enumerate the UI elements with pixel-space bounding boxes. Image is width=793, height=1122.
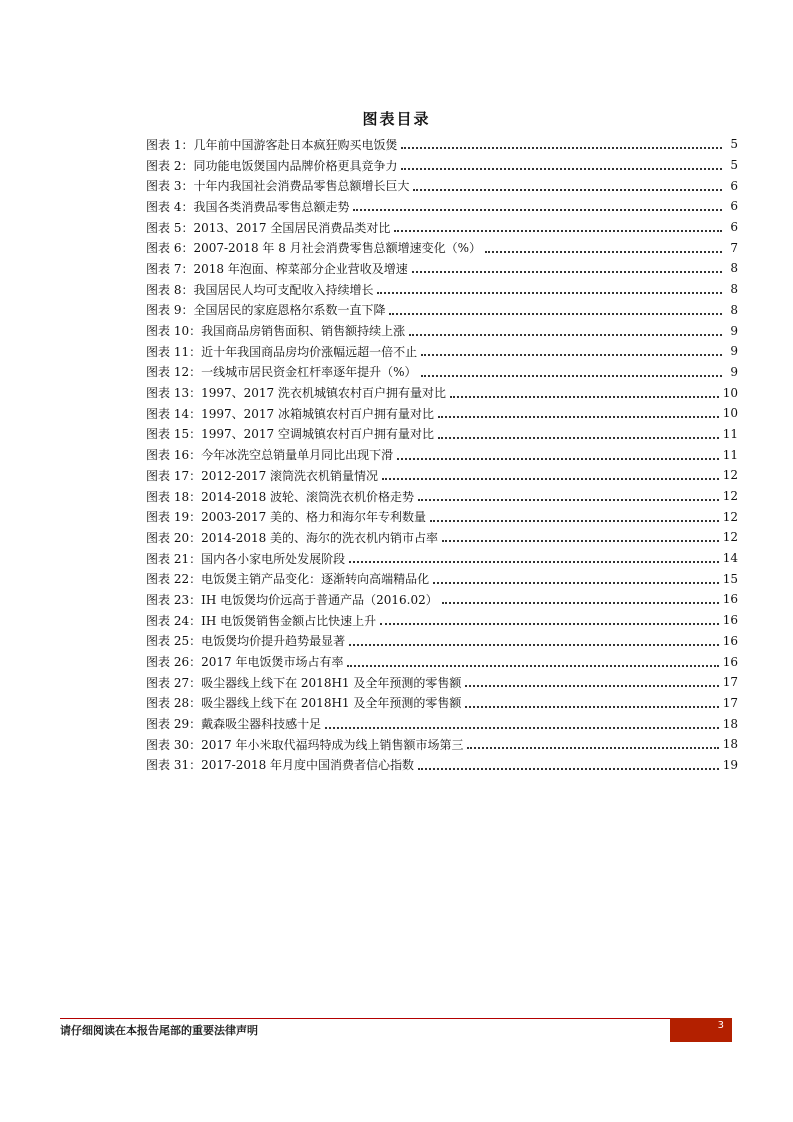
- toc-entry[interactable]: [146, 403, 738, 424]
- toc-entry-page: 12: [722, 468, 738, 483]
- toc-leader-dots: [430, 520, 719, 522]
- toc-leader-dots: [394, 230, 722, 232]
- toc-entry[interactable]: [146, 196, 738, 217]
- toc-entry-label: 图表 17：: [146, 468, 202, 483]
- toc-leader-dots: [433, 582, 719, 584]
- toc-entry[interactable]: [146, 610, 738, 631]
- toc-entry-label: 图表 12：: [146, 365, 202, 380]
- toc-entry[interactable]: [146, 237, 738, 258]
- toc-leader-dots: [450, 396, 719, 398]
- toc-entry-title: 2013、2017 全国居民消费品类对比: [193, 220, 391, 235]
- toc-entry[interactable]: [146, 672, 738, 693]
- toc-entry-page: 10: [722, 406, 738, 421]
- toc-entry[interactable]: [146, 568, 738, 589]
- toc-entry[interactable]: [146, 382, 738, 403]
- toc-leader-dots: [485, 251, 722, 253]
- toc-entry-page: 12: [722, 509, 738, 524]
- toc-entry[interactable]: [146, 713, 738, 734]
- toc-entry-label: 图表 27：: [146, 675, 202, 690]
- toc-entry-label: 图表 18：: [146, 489, 202, 504]
- toc-entry-label: 图表 25：: [146, 634, 202, 649]
- toc-entry-label: 图表 31：: [146, 758, 202, 773]
- toc-entry-label: 图表 23：: [146, 592, 202, 607]
- toc-entry-title: 电饭煲均价提升趋势最显著: [201, 634, 346, 649]
- toc-entry-page: 8: [730, 302, 738, 317]
- toc-entry-label: 图表 24：: [146, 613, 202, 628]
- toc-leader-dots: [467, 747, 718, 749]
- toc-entry-title: 2014-2018 美的、海尔的洗衣机内销市占率: [201, 530, 439, 545]
- toc-entry[interactable]: [146, 693, 738, 714]
- toc-entry-label: 图表 9：: [146, 303, 194, 318]
- toc-entry-label: 图表 2：: [146, 158, 194, 173]
- toc-entry-page: 6: [730, 199, 738, 214]
- toc-entry[interactable]: [146, 527, 738, 548]
- toc-leader-dots: [382, 478, 719, 480]
- toc-list: [146, 134, 738, 775]
- toc-entry[interactable]: [146, 651, 738, 672]
- toc-entry-label: 图表 20：: [146, 530, 202, 545]
- toc-entry-title: 2007-2018 年 8 月社会消费零售总额增速变化（%）: [193, 241, 482, 256]
- toc-entry-title: 2014-2018 波轮、滚筒洗衣机价格走势: [201, 489, 415, 504]
- toc-entry[interactable]: [146, 424, 738, 445]
- toc-entry-page: 9: [730, 344, 738, 359]
- toc-leader-dots: [438, 416, 719, 418]
- footer-disclaimer: 请仔细阅读在本报告尾部的重要法律声明: [60, 1024, 258, 1037]
- toc-entry-page: 6: [730, 178, 738, 193]
- toc-entry-title: 2012-2017 滚筒洗衣机销量情况: [201, 468, 379, 483]
- toc-entry-page: 5: [730, 158, 738, 173]
- toc-entry-page: 7: [730, 240, 738, 255]
- toc-leader-dots: [442, 540, 719, 542]
- toc-entry-title: 同功能电饭煲国内品牌价格更具竞争力: [193, 158, 398, 173]
- toc-leader-dots: [401, 147, 722, 149]
- toc-entry-title: 我国商品房销售面积、销售额持续上涨: [201, 324, 406, 339]
- toc-leader-dots: [401, 168, 722, 170]
- toc-leader-dots: [413, 189, 722, 191]
- toc-leader-dots: [397, 458, 719, 460]
- toc-entry-label: 图表 13：: [146, 386, 202, 401]
- toc-entry-title: IH 电饭煲均价远高于普通产品（2016.02）: [201, 592, 438, 607]
- toc-entry[interactable]: [146, 589, 738, 610]
- toc-leader-dots: [418, 499, 719, 501]
- toc-leader-dots: [349, 561, 719, 563]
- toc-entry[interactable]: [146, 300, 738, 321]
- toc-title: 图表目录: [362, 110, 431, 128]
- toc-leader-dots: [465, 706, 718, 708]
- toc-entry[interactable]: [146, 134, 738, 155]
- toc-leader-dots: [325, 727, 719, 729]
- toc-entry-label: 图表 30：: [146, 737, 202, 752]
- page-number: 3: [670, 1018, 732, 1042]
- toc-entry-page: 14: [722, 551, 738, 566]
- toc-entry-title: 十年内我国社会消费品零售总额增长巨大: [193, 179, 410, 194]
- toc-entry-title: 我国居民人均可支配收入持续增长: [193, 282, 374, 297]
- toc-entry-label: 图表 4：: [146, 199, 194, 214]
- toc-entry-page: 19: [722, 757, 738, 772]
- toc-entry[interactable]: [146, 155, 738, 176]
- toc-entry-label: 图表 8：: [146, 282, 194, 297]
- toc-entry[interactable]: [146, 175, 738, 196]
- toc-entry-label: 图表 19：: [146, 510, 202, 525]
- toc-entry-title: 2017 年电饭煲市场占有率: [201, 655, 344, 670]
- toc-entry-page: 11: [722, 426, 738, 441]
- toc-entry-title: 2003-2017 美的、格力和海尔年专利数量: [201, 510, 427, 525]
- toc-entry-page: 8: [730, 261, 738, 276]
- toc-entry-page: 9: [730, 364, 738, 379]
- toc-leader-dots: [380, 623, 719, 625]
- toc-entry-title: 1997、2017 空调城镇农村百户拥有量对比: [201, 427, 434, 442]
- toc-entry-title: 2018 年泡面、榨菜部分企业营收及增速: [193, 261, 408, 276]
- toc-entry-label: 图表 28：: [146, 696, 202, 711]
- toc-entry-title: 2017-2018 年月度中国消费者信心指数: [201, 758, 415, 773]
- toc-entry-label: 图表 11：: [146, 344, 202, 359]
- toc-leader-dots: [421, 375, 723, 377]
- toc-entry-title: 1997、2017 洗衣机城镇农村百户拥有量对比: [201, 386, 446, 401]
- toc-entry-page: 11: [722, 447, 738, 462]
- toc-entry-title: 国内各小家电所处发展阶段: [201, 551, 346, 566]
- toc-leader-dots: [347, 665, 718, 667]
- toc-entry-title: 近十年我国商品房均价涨幅远超一倍不止: [201, 344, 418, 359]
- toc-entry-label: 图表 10：: [146, 324, 202, 339]
- toc-entry-label: 图表 29：: [146, 717, 202, 732]
- toc-entry[interactable]: [146, 465, 738, 486]
- toc-entry-page: 16: [722, 592, 738, 607]
- toc-entry-label: 图表 1：: [146, 137, 194, 152]
- toc-entry-label: 图表 3：: [146, 179, 194, 194]
- toc-entry-page: 9: [730, 323, 738, 338]
- toc-leader-dots: [377, 292, 722, 294]
- toc-entry[interactable]: [146, 734, 738, 755]
- toc-entry-page: 5: [730, 137, 738, 152]
- toc-leader-dots: [409, 334, 722, 336]
- toc-entry[interactable]: [146, 506, 738, 527]
- toc-entry-title: 一线城市居民资金杠杆率逐年提升（%）: [201, 365, 417, 380]
- toc-leader-dots: [349, 644, 719, 646]
- toc-entry-page: 15: [722, 571, 738, 586]
- toc-entry-page: 17: [722, 695, 738, 710]
- toc-entry-label: 图表 15：: [146, 427, 202, 442]
- toc-entry-label: 图表 26：: [146, 655, 202, 670]
- toc-entry-page: 8: [730, 282, 738, 297]
- toc-entry[interactable]: [146, 217, 738, 238]
- toc-leader-dots: [389, 313, 722, 315]
- toc-entry-page: 18: [722, 716, 738, 731]
- toc-leader-dots: [353, 209, 722, 211]
- toc-entry[interactable]: [146, 755, 738, 776]
- toc-leader-dots: [438, 437, 719, 439]
- toc-entry-label: 图表 22：: [146, 572, 202, 587]
- toc-entry-page: 10: [722, 385, 738, 400]
- toc-entry[interactable]: [146, 320, 738, 341]
- toc-entry[interactable]: [146, 279, 738, 300]
- toc-entry-label: 图表 6：: [146, 241, 194, 256]
- toc-leader-dots: [412, 271, 722, 273]
- toc-entry[interactable]: [146, 362, 738, 383]
- toc-leader-dots: [421, 354, 722, 356]
- toc-entry-page: 12: [722, 489, 738, 504]
- toc-entry[interactable]: [146, 341, 738, 362]
- toc-entry-title: 今年冰洗空总销量单月同比出现下滑: [201, 448, 394, 463]
- toc-entry-page: 16: [722, 654, 738, 669]
- toc-entry-label: 图表 16：: [146, 448, 202, 463]
- toc-entry-title: 我国各类消费品零售总额走势: [193, 199, 350, 214]
- toc-entry-page: 18: [722, 737, 738, 752]
- toc-entry-title: 吸尘器线上线下在 2018H1 及全年预测的零售额: [201, 696, 462, 711]
- toc-entry-label: 图表 7：: [146, 261, 194, 276]
- toc-leader-dots: [418, 768, 719, 770]
- toc-entry-label: 图表 5：: [146, 220, 194, 235]
- toc-entry-label: 图表 21：: [146, 551, 202, 566]
- toc-entry[interactable]: [146, 486, 738, 507]
- toc-entry[interactable]: [146, 631, 738, 652]
- toc-entry[interactable]: [146, 444, 738, 465]
- toc-entry-page: 12: [722, 530, 738, 545]
- toc-entry-title: 全国居民的家庭恩格尔系数一直下降: [193, 303, 386, 318]
- toc-entry[interactable]: [146, 548, 738, 569]
- toc-entry-title: 2017 年小米取代福玛特成为线上销售额市场第三: [201, 737, 464, 752]
- toc-entry-title: 电饭煲主销产品变化：逐渐转向高端精品化: [201, 572, 430, 587]
- toc-entry-page: 17: [722, 675, 738, 690]
- toc-leader-dots: [465, 685, 718, 687]
- toc-entry-title: 吸尘器线上线下在 2018H1 及全年预测的零售额: [201, 675, 462, 690]
- toc-entry[interactable]: [146, 258, 738, 279]
- toc-entry-page: 16: [722, 633, 738, 648]
- toc-entry-title: 几年前中国游客赴日本疯狂购买电饭煲: [193, 137, 398, 152]
- toc-entry-label: 图表 14：: [146, 406, 202, 421]
- toc-entry-title: 戴森吸尘器科技感十足: [201, 717, 322, 732]
- footer-divider: [60, 1018, 732, 1019]
- toc-entry-page: 6: [730, 220, 738, 235]
- toc-leader-dots: [442, 602, 719, 604]
- toc-entry-title: IH 电饭煲销售金额占比快速上升: [201, 613, 377, 628]
- toc-entry-page: 16: [722, 613, 738, 628]
- toc-entry-title: 1997、2017 冰箱城镇农村百户拥有量对比: [201, 406, 434, 421]
